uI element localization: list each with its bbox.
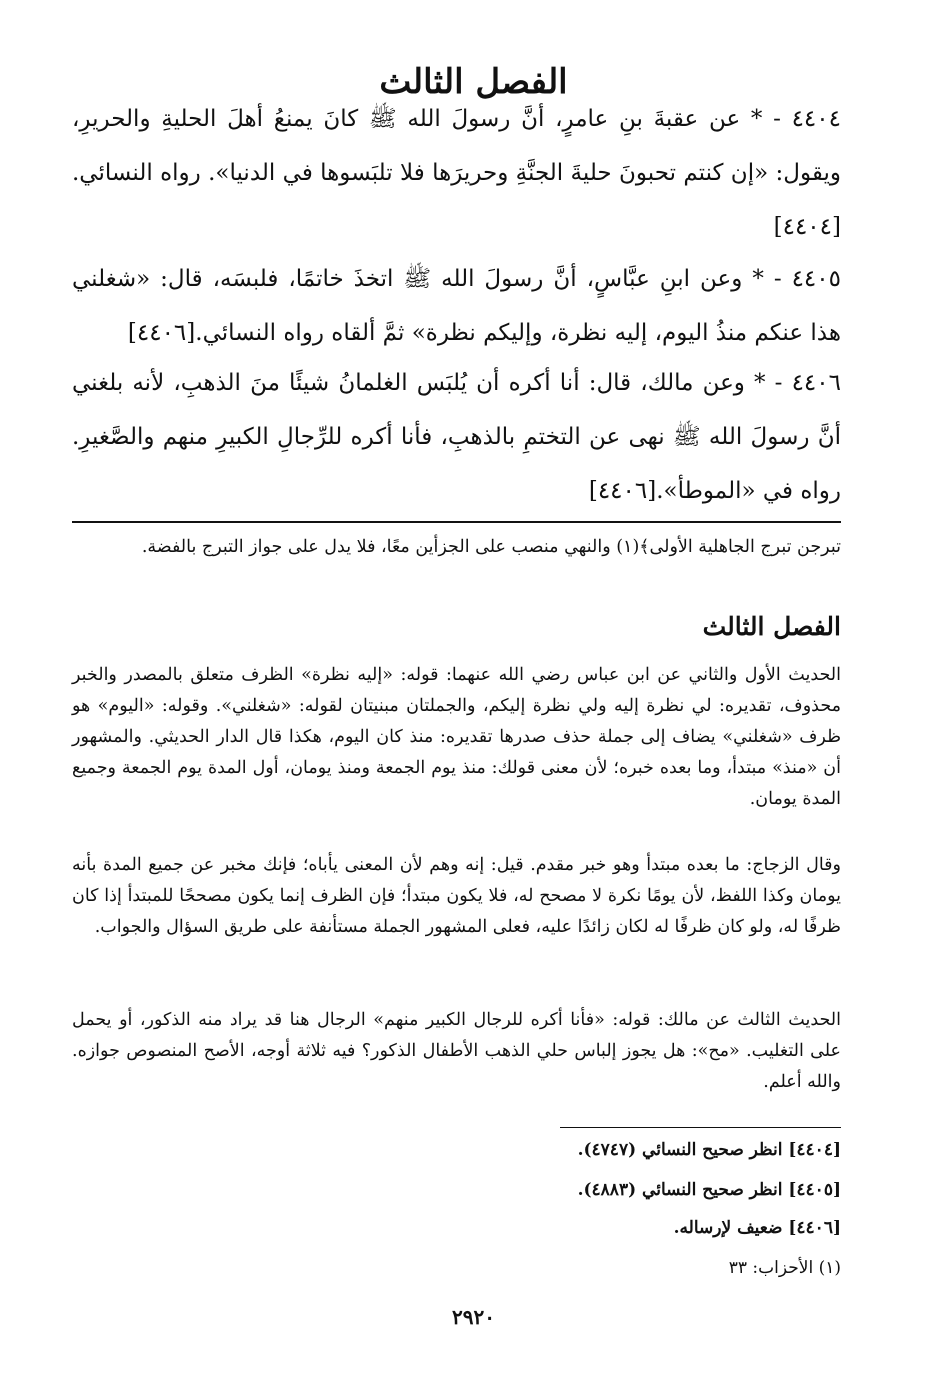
page-number: ٢٩٢٠	[452, 1305, 495, 1329]
main-divider	[72, 521, 841, 523]
main-section-title: الفصل الثالث	[379, 62, 568, 102]
commentary-continuation: تبرجن تبرج الجاهلية الأولى﴾(١) والنهي منصب على الجزأين معًا، فلا يدل على جواز التبرج بالفضة.	[141, 537, 841, 557]
commentary-paragraph-1: الحديث الأول والثاني عن ابن عباس رضي الله عنهما: قوله: «إليه نظرة» الظرف متعلق بالمصدر والخبر محذوف، تقديره: لي نظرة إليه ولي نظرة إليكم، والجملتان مبنيتان لقوله: «شغلني». وقوله: «اليوم» هو ظرف «شغلني» يضاف إلى جملة حذف صدرها تقديره: منذ كان اليوم، هكذا قال الدار الحديثي. والمشهور أن «منذ» مبتدأ، وما بعده خبره؛ لأن معنى قولك: منذ يوم الجمعة ومنذ يومان، أول المدة يوم الجمعة وجميع المدة يومان.	[72, 665, 841, 809]
hadith-4405: ٤٤٠٥ - * وعن ابنِ عبَّاسٍ، أنَّ رسولَ الله ﷺ اتخذَ خاتمًا، فلبسَه، قال: «شغلني هذا عنكم منذُ اليوم، إليه نظرة، وإليكم نظرة» ثمَّ ألقاه رواه النسائي.[٤٤٠٦]	[72, 266, 841, 346]
footnote-4405: [٤٤٠٥] انظر صحيح النسائي (٤٨٨٣).	[577, 1180, 841, 1200]
hadith-4406: ٤٤٠٦ - * وعن مالك، قال: أنا أكره أن يُلبَس الغلمانُ شيئًا منَ الذهبِ، لأنه بلغني أنَّ رسولَ الله ﷺ نهى عن التختمِ بالذهبِ، فأنا أكره للرِّجالِ الكبيرِ منهم والصَّغيرِ. رواه في «الموطأ».[٤٤٠٦]	[72, 370, 841, 504]
footnote-1: (١) الأحزاب: ٣٣	[728, 1258, 841, 1278]
footnote-divider	[560, 1127, 841, 1128]
footnote-4404: [٤٤٠٤] انظر صحيح النسائي (٤٧٤٧).	[577, 1140, 841, 1160]
commentary-section-title: الفصل الثالث	[702, 612, 841, 641]
footnote-4406: [٤٤٠٦] ضعيف لإرساله.	[673, 1218, 841, 1238]
commentary-paragraph-3: الحديث الثالث عن مالك: قوله: «فأنا أكره للرجال الكبير منهم» الرجال هنا قد يراد منه الذكور، أو يحمل على التغليب. «مح»: هل يجوز إلباس حلي الذهب الأطفال الذكور؟ فيه ثلاثة أوجه، الأصح المنصوص جوازه. والله أعلم.	[72, 1010, 841, 1092]
hadith-4404: ٤٤٠٤ - * عن عقبةَ بنِ عامرٍ، أنَّ رسولَ الله ﷺ كانَ يمنعُ أهلَ الحليةِ والحريرِ، ويقول: «إن كنتم تحبونَ حليةَ الجنَّةِ وحريرَها فلا تلبَسوها في الدنيا». رواه النسائي.[٤٤٠٤]	[72, 106, 841, 240]
commentary-paragraph-2: وقال الزجاج: ما بعده مبتدأ وهو خبر مقدم. قيل: إنه وهم لأن المعنى يأباه؛ فإنك مخبر عن جميع المدة بأنه يومان وكذا اللفظ، لأن يومًا نكرة لا مصحح له، فلا يكون مبتدأ؛ فإن الظرف إنما يكون مصححًا للمبتدأ إذا كان ظرفًا له، ولو كان ظرفًا له لكان زائدًا عليه، فعلى المشهور الجملة مستأنفة على طريق السؤال والجواب.	[72, 855, 841, 937]
